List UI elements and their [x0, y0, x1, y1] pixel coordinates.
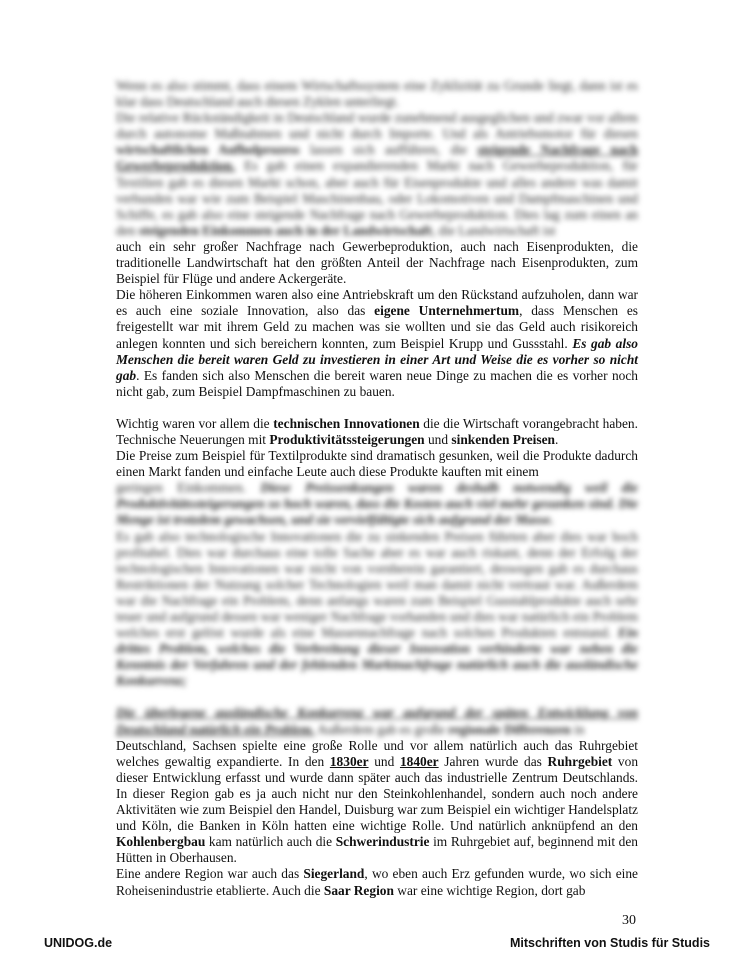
footer-tagline: Mitschriften von Studis für Studis — [509, 936, 710, 950]
paragraph: auch ein sehr großer Nachfrage nach Gewerbeproduktion, auch nach Eisenprodukten, die traditionelle Landwirtschaft hat den größten Anteil der Nachfrage nach Eisenprodukten, zum Beispiel für Flüge und andere Ackergeräte. — [116, 238, 638, 287]
clear-section-bottom — [116, 738, 638, 899]
blurred-section-top — [116, 78, 638, 239]
paragraph: Die Preise zum Beispiel für Textilprodukte sind dramatisch gesunken, weil die Produkte dadurch einen Markt fanden und einfache Leute auch diese Produkte kauften mit einem — [116, 448, 638, 480]
paragraph: Es gab also technologische Innovationen die zu sinkenden Preisen führten aber dies war hoch profitabel. Dies war durchaus eine tolle Sache aber es war auch riskant, denn der Erfolg der technologischen Innovationen war nicht von vornherein garantiert, deswegen gab es durchaus Restriktionen der Nutzung solcher Technologien weil man damit nicht vertraut war. Außerdem war die Nachfrage ein Problem, denn anfangs waren zum Beispiel Gusstahlprodukte auch sehr teuer und aufgrund dessen war weniger Nachfrage vorhanden und dies war natürlich ein Problem welches erst gelöst wurde als eine Massennachfrage nach solchen Produkten entstand. Ein drittes Problem, welches die Verbreitung dieser Innovation verhinderte war neben die Kenntnis der Verfahren und der fehlenden Marktnachfrage natürlich auch die ausländische Konkurrenz; — [116, 528, 638, 689]
paragraph: Eine andere Region war auch das Siegerland, wo eben auch Erz gefunden wurde, wo sich eine Roheisenindustrie etablierte. Auch die Saar Region war eine wichtige Region, dort gab — [116, 866, 639, 898]
document-body — [116, 78, 638, 899]
paragraph: geringen Einkommen. Diese Preissenkungen waren deshalb notwendig weil die Produktivitätssteigerungen so hoch waren, dass die Kosten auch viel mehr gesunken sind. Die Menge ist trotzdem gewachsen, und sie vervielfältigte sich aufgrund der Masse. — [116, 480, 638, 528]
paragraph: Deutschland, Sachsen spielte eine große Rolle und vor allem natürlich auch das Ruhrgebiet welches gewaltig expandierte. In den 1830er und 1840er Jahren wurde das Ruhrgebiet von dieser Entwicklung erfasst und wurde dann später auch das industrielle Zentrum Deutschlands. In dieser Region gab es ja auch nicht nur den Steinkohlenhandel, sondern auch noch andere Aktivitäten wie zum Beispiel den Handel, Duisburg war zum Beispiel ein wichtiger Handelsplatz und Köln, die Banken in Köln hatten eine wichtige Rolle. Und natürlich anknüpfend an den Kohlenbergbau kam natürlich auch die Schwerindustrie im Ruhrgebiet auf, beginnend mit den Hütten in Oberhausen. — [116, 737, 639, 866]
paragraph: Wenn es also stimmt, dass einem Wirtschaftssystem eine Zyklizität zu Grunde liegt, dann ist es klar dass Deutschland auch diesen Zyklen unterliegt. — [116, 78, 638, 110]
page-number: 30 — [622, 913, 636, 928]
blurred-section-middle — [116, 480, 638, 737]
paragraph: Die relative Rückständigkeit in Deutschland wurde zunehmend ausgeglichen und zwar vor allem durch autonome Maßnahmen und nicht durch Importe. Und als Antriebsmotor für diesen wirtschaftlichen Aufholprozess lassen sich aufführen, die steigende Nachfrage nach Gewerbeproduktion. Es gab einen expandierenden Markt nach Gewerbeproduktion, für Textilien gab es diesen Markt schon, aber auch für Eisenprodukte und alles andere was damit verbunden war wie zum Beispiel Maschinenbau, oder Lokomotiven und Dampfmaschinen und Schiffe, es gab also eine steigende Nachfrage nach Gewerbeproduktion. Dies lag zum einen an den steigenden Einkommen auch in der Landwirtschaft, die Landwirtschaft ist — [116, 110, 638, 238]
clear-section-top — [116, 239, 638, 480]
paragraph: Wichtig waren vor allem die technischen Innovationen die die Wirtschaft vorangebracht haben. Technische Neuerungen mit Produktivitätssteigerungen und sinkenden Preisen. — [116, 415, 638, 447]
paragraph: Die überlegene ausländische Konkurrenz war aufgrund der späten Entwicklung von Deutschland natürlich ein Problem. Außerdem gab es große regionale Differenzen in — [116, 705, 638, 737]
paragraph: Die höheren Einkommen waren also eine Antriebskraft um den Rückstand aufzuholen, dann war es auch eine soziale Innovation, also das eigene Unternehmertum, dass Menschen es freigestellt war mit ihrem Geld zu machen was sie wollten und sie das Geld auch risikoreich anlegen konnten und sich bereichern konnten, zum Beispiel Krupp und Gussstahl. Es gab also Menschen die bereit waren Geld zu investieren in einer Art und Weise die es vorher so nicht gab. Es fanden sich also Menschen die bereit waren neue Dinge zu machen die es vorher noch nicht gab, zum Beispiel Dampfmaschinen zu bauen. — [116, 287, 639, 399]
footer-site-name: UNIDOG.de — [44, 936, 113, 950]
